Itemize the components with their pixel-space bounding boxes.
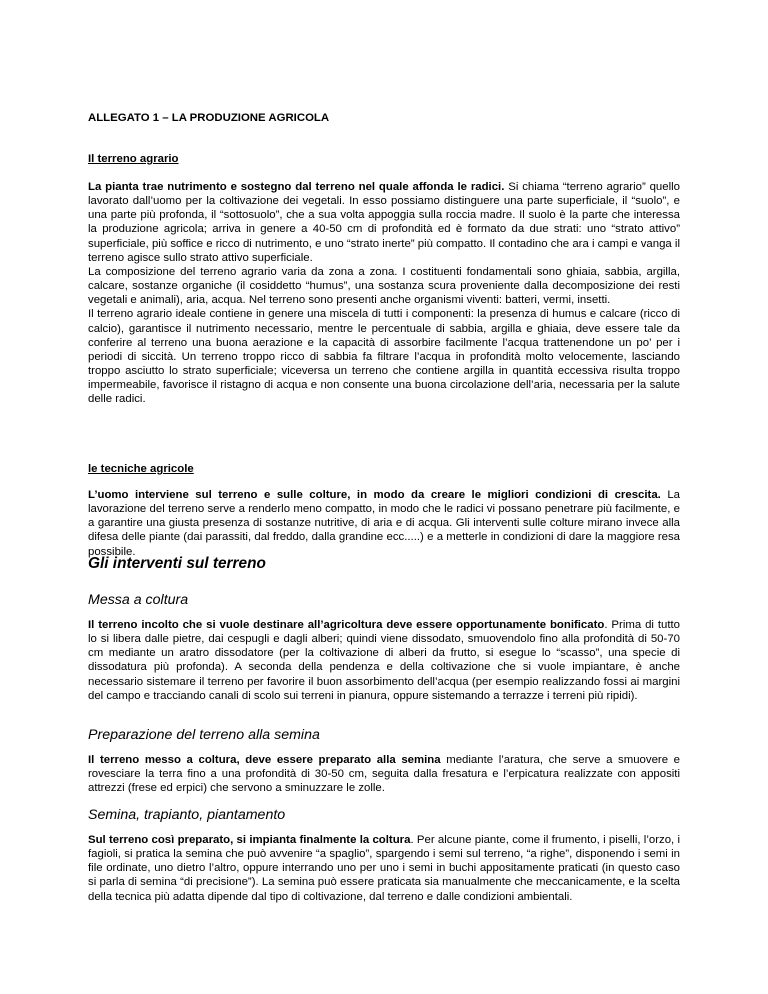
section-tecniche-agricole-body: [88, 488, 680, 559]
paragraph-text: . Per alcune piante, come il frumento, i piselli, l’orzo, i fagioli, si pratica la semina che può avvenire “a spaglio”, spargendo i semi sul terreno, “a righe”, disponendo i semi in file ordinate, uno dietro l’altro, oppure interrando uno per uno i semi in buchi appositamente praticati (in questo caso si parla di semina “di precisione”). La semina può essere praticata sia manualmente che meccanicamente, e la scelta della tecnica più adatta dipende dal tipo di coltivazione, dal terreno e dalle condizioni ambientali.: [88, 834, 680, 903]
paragraph-text: mediante l’aratura, che serve a smuovere e rovesciare la terra fino a una profondità di 30-50 cm, seguita dalla fresatura e l’erpicatura realizzate con appositi attrezzi (frese ed erpici) che servono a sminuzzare le zolle.: [88, 754, 681, 795]
section-label-tecniche-agricole: le tecniche agricole: [88, 463, 194, 475]
section-label-terreno-agrario: Il terreno agrario: [88, 153, 179, 165]
bold-lead: Il terreno incolto che si vuole destinare all’agricoltura deve essere opportunamente bonificato: [88, 619, 605, 631]
section-terreno-agrario-body: [88, 180, 680, 407]
paragraph: Il terreno agrario ideale contiene in genere una miscela di tutti i componenti: la presenza di humus e calcare (ricco di calcio), garantisce il nutrimento necessario, mentre le percentuale di sabbia, argilla e ghiaia, deve essere tale da conferire al terreno una buona aerazione e la capacità di assorbire facilmente l’acqua trattenendone un po’ per i periodi di siccità. Un terreno troppo ricco di sabbia fa filtrare l’acqua in profondità molto velocemente, lasciando troppo asciutto lo strato superficiale; viceversa un terreno che contiene argilla in quantità eccessiva risulta troppo impermeabile, favorisce il ristagno di acqua e non consente una buona circolazione dell’aria, necessaria per la salute delle radici.: [88, 308, 680, 406]
bold-lead: Sul terreno così preparato, si impianta finalmente la coltura: [88, 834, 411, 846]
paragraph: La composizione del terreno agrario varia da zona a zona. I costituenti fondamentali sono ghiaia, sabbia, argilla, calcare, sostanze organiche (il cosiddetto “humus”, una sostanza scura proveniente dalla decomposizione dei resti vegetali e animali), aria, acqua. Nel terreno sono presenti anche organismi viventi: batteri, vermi, insetti.: [88, 265, 680, 307]
section-semina-body: [88, 833, 680, 904]
paragraph: [88, 833, 680, 904]
subheading-messa-a-coltura: Messa a coltura: [88, 592, 189, 608]
bold-lead: Il terreno messo a coltura, deve essere preparato alla semina: [88, 754, 441, 766]
section-messa-a-coltura-body: [88, 618, 680, 703]
section-preparazione-body: [88, 753, 680, 795]
paragraph: [88, 488, 680, 559]
bold-lead: L’uomo interviene sul terreno e sulle colture, in modo da creare le migliori condizioni di crescita.: [88, 489, 661, 501]
subheading-preparazione: Preparazione del terreno alla semina: [88, 727, 320, 743]
paragraph-text: La lavorazione del terreno serve a renderlo meno compatto, in modo che le radici vi possano penetrare più facilmente, e a garantire una giusta presenza di sostanze nutritive, di aria e di acqua. Gli interventi sulle colture mirano invece alla difesa delle piante (dai parassiti, dal freddo, dalla grandine ecc.....) e a metterle in condizioni di dare la maggiore resa possibile.: [88, 489, 680, 558]
bold-lead: La pianta trae nutrimento e sostegno dal terreno nel quale affonda le radici.: [88, 181, 505, 193]
paragraph-text: . Prima di tutto lo si libera dalle pietre, dai cespugli e dagli alberi; quindi viene dissodato, smuovendolo fino alla profondità di 50-70 cm mediante un aratro dissodatore (per la coltivazione di alberi da frutto, si esegue lo “scasso”, una specie di dissodatura più profonda). A seconda della pendenza e della coltivazione che si vuole impiantare, è anche necessario sistemare il terreno per favorire il buon assorbimento dell’acqua (per esempio realizzando fossi ai margini del campo e tracciando canali di scolo sui terreni in pianura, oppure sistemando a terrazze i terreni più ripidi).: [88, 619, 680, 702]
paragraph: [88, 180, 680, 265]
paragraph: [88, 753, 680, 795]
subheading-semina: Semina, trapianto, piantamento: [88, 807, 286, 823]
heading-interventi-sul-terreno: Gli interventi sul terreno: [88, 555, 266, 572]
document-title: ALLEGATO 1 – LA PRODUZIONE AGRICOLA: [88, 112, 330, 124]
paragraph-text: Si chiama “terreno agrario” quello lavorato dall’uomo per la coltivazione dei vegetali. In esso possiamo distinguere una parte superficiale, il “suolo”, e una parte più profonda, il “sottosuolo”, che a sua volta appoggia sulla roccia madre. Il suolo è la parte che interessa la produzione agricola; arriva in genere a 40-50 cm di profondità ed è formato da due strati: uno “strato attivo” superficiale, più soffice e ricco di nutrimento, e uno “strato inerte” più compatto. Il contadino che ara i campi e vanga il terreno agisce sullo strato attivo superficiale.: [88, 181, 680, 264]
paragraph: [88, 618, 680, 703]
